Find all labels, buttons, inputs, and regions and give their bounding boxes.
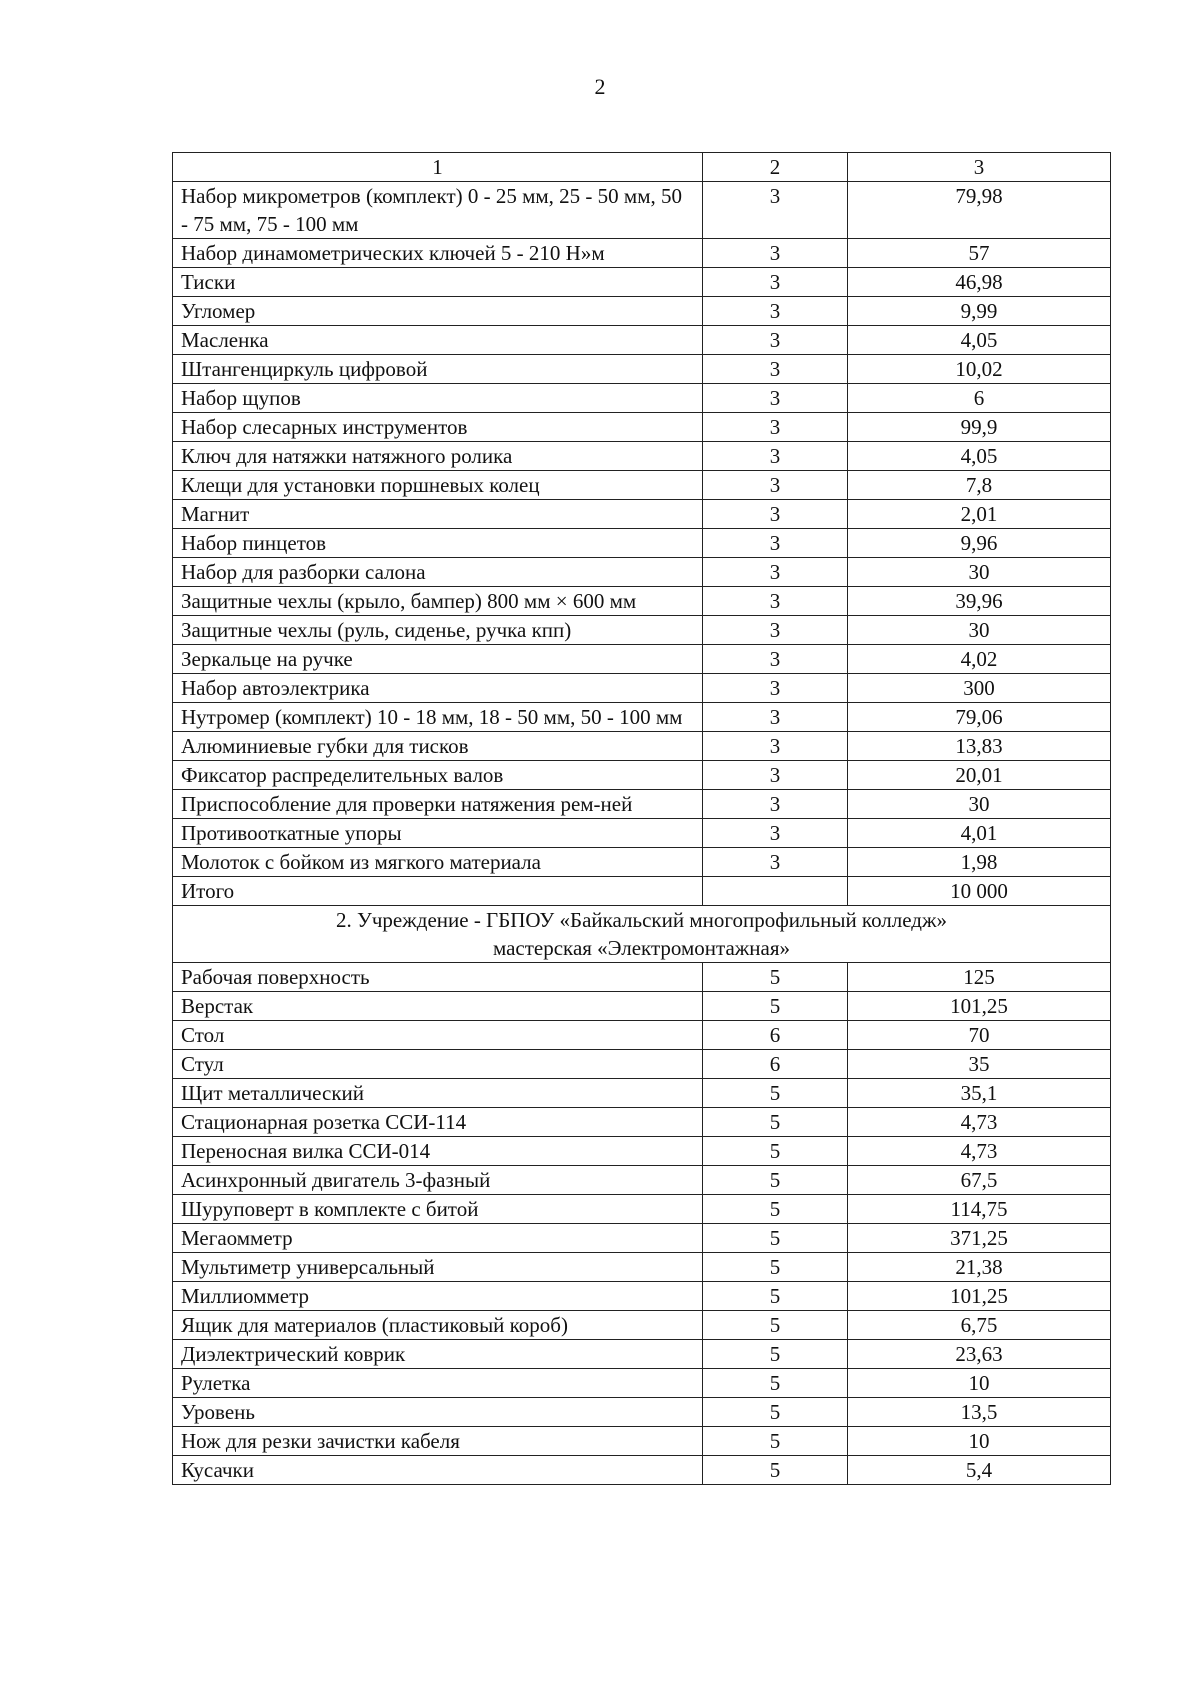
- item-name: Асинхронный двигатель 3-фазный: [173, 1166, 703, 1195]
- item-quantity: 3: [703, 703, 848, 732]
- item-value: 300: [848, 674, 1111, 703]
- item-name: Верстак: [173, 992, 703, 1021]
- item-quantity: 5: [703, 1108, 848, 1137]
- table-row: [173, 732, 1111, 761]
- table-row: [173, 1253, 1111, 1282]
- table-row: [173, 413, 1111, 442]
- item-value: 30: [848, 790, 1111, 819]
- item-name: Набор слесарных инструментов: [173, 413, 703, 442]
- item-quantity: 5: [703, 1282, 848, 1311]
- item-name: Фиксатор распределительных валов: [173, 761, 703, 790]
- table-row: [173, 1369, 1111, 1398]
- item-name: Стул: [173, 1050, 703, 1079]
- item-value: 35: [848, 1050, 1111, 1079]
- table-row: [173, 1050, 1111, 1079]
- item-value: 79,06: [848, 703, 1111, 732]
- item-value: 114,75: [848, 1195, 1111, 1224]
- item-name: Итого: [173, 877, 703, 906]
- equipment-table-body: [173, 153, 1111, 1485]
- table-row: [173, 963, 1111, 992]
- table-row: [173, 790, 1111, 819]
- item-quantity: 5: [703, 992, 848, 1021]
- item-name: Набор автоэлектрика: [173, 674, 703, 703]
- item-value: 39,96: [848, 587, 1111, 616]
- item-quantity: 5: [703, 1195, 848, 1224]
- item-value: 46,98: [848, 268, 1111, 297]
- table-row: [173, 471, 1111, 500]
- item-value: 4,02: [848, 645, 1111, 674]
- item-value: 70: [848, 1021, 1111, 1050]
- item-quantity: 3: [703, 732, 848, 761]
- section-title-line-2: мастерская «Электромонтажная»: [492, 936, 791, 960]
- table-row: [173, 1079, 1111, 1108]
- item-quantity: 5: [703, 1079, 848, 1108]
- item-quantity: 5: [703, 1398, 848, 1427]
- item-quantity: 3: [703, 761, 848, 790]
- header-col-3: 3: [848, 153, 1111, 182]
- table-row: [173, 703, 1111, 732]
- item-quantity: 3: [703, 819, 848, 848]
- table-row: [173, 1137, 1111, 1166]
- item-name: Рулетка: [173, 1369, 703, 1398]
- item-value: 13,83: [848, 732, 1111, 761]
- header-row: [173, 153, 1111, 182]
- table-row: [173, 674, 1111, 703]
- item-quantity: 3: [703, 587, 848, 616]
- item-quantity: 3: [703, 674, 848, 703]
- item-name: Набор для разборки салона: [173, 558, 703, 587]
- item-quantity: 3: [703, 442, 848, 471]
- item-value: 13,5: [848, 1398, 1111, 1427]
- table-row: [173, 848, 1111, 877]
- table-row: [173, 587, 1111, 616]
- item-name: Нутромер (комплект) 10 - 18 мм, 18 - 50 мм, 50 - 100 мм: [173, 703, 703, 732]
- item-name: Приспособление для проверки натяжения рем-ней: [173, 790, 703, 819]
- item-quantity: 3: [703, 645, 848, 674]
- item-value: 10 000: [848, 877, 1111, 906]
- item-quantity: 3: [703, 239, 848, 268]
- item-value: 371,25: [848, 1224, 1111, 1253]
- item-name: Переносная вилка ССИ-014: [173, 1137, 703, 1166]
- item-value: 9,99: [848, 297, 1111, 326]
- item-quantity: 3: [703, 297, 848, 326]
- section-title-row: [173, 906, 1111, 963]
- table-row: [173, 442, 1111, 471]
- item-value: 1,98: [848, 848, 1111, 877]
- item-value: 2,01: [848, 500, 1111, 529]
- item-quantity: 5: [703, 1340, 848, 1369]
- table-row: [173, 500, 1111, 529]
- item-value: 4,05: [848, 326, 1111, 355]
- header-col-2: 2: [703, 153, 848, 182]
- table-row: [173, 819, 1111, 848]
- item-quantity: 3: [703, 413, 848, 442]
- header-col-1: 1: [173, 153, 703, 182]
- item-quantity: 5: [703, 1311, 848, 1340]
- item-name: Набор микрометров (комплект) 0 - 25 мм, 25 - 50 мм, 50 - 75 мм, 75 - 100 мм: [173, 182, 703, 239]
- item-quantity: 5: [703, 1224, 848, 1253]
- table-row: [173, 1021, 1111, 1050]
- table-row: [173, 1108, 1111, 1137]
- item-value: 20,01: [848, 761, 1111, 790]
- item-name: Рабочая поверхность: [173, 963, 703, 992]
- item-name: Защитные чехлы (руль, сиденье, ручка кпп): [173, 616, 703, 645]
- table-row: [173, 268, 1111, 297]
- table-row: [173, 1195, 1111, 1224]
- item-name: Нож для резки зачистки кабеля: [173, 1427, 703, 1456]
- table-row: [173, 1398, 1111, 1427]
- section-title-line-1: 2. Учреждение - ГБПОУ «Байкальский многопрофильный колледж»: [336, 908, 947, 932]
- item-quantity: 5: [703, 1456, 848, 1485]
- item-name: Стол: [173, 1021, 703, 1050]
- item-quantity: 3: [703, 182, 848, 239]
- item-name: Щит металлический: [173, 1079, 703, 1108]
- item-value: 99,9: [848, 413, 1111, 442]
- item-name: Стационарная розетка ССИ-114: [173, 1108, 703, 1137]
- item-quantity: 3: [703, 355, 848, 384]
- item-name: Ключ для натяжки натяжного ролика: [173, 442, 703, 471]
- item-name: Набор динамометрических ключей 5 - 210 Н»м: [173, 239, 703, 268]
- table-row: [173, 529, 1111, 558]
- table-row: [173, 297, 1111, 326]
- item-name: Противооткатные упоры: [173, 819, 703, 848]
- item-quantity: 3: [703, 848, 848, 877]
- item-name: Ящик для материалов (пластиковый короб): [173, 1311, 703, 1340]
- item-quantity: 3: [703, 558, 848, 587]
- item-value: 125: [848, 963, 1111, 992]
- table-row: [173, 384, 1111, 413]
- item-value: 10: [848, 1427, 1111, 1456]
- item-quantity: 6: [703, 1050, 848, 1079]
- item-value: 5,4: [848, 1456, 1111, 1485]
- item-name: Набор щупов: [173, 384, 703, 413]
- item-name: Кусачки: [173, 1456, 703, 1485]
- item-quantity: 3: [703, 500, 848, 529]
- item-name: Магнит: [173, 500, 703, 529]
- item-name: Зеркальце на ручке: [173, 645, 703, 674]
- item-value: 101,25: [848, 992, 1111, 1021]
- item-quantity: 5: [703, 963, 848, 992]
- item-quantity: 3: [703, 790, 848, 819]
- item-name: Уровень: [173, 1398, 703, 1427]
- table-row: [173, 992, 1111, 1021]
- item-name: Молоток с бойком из мягкого материала: [173, 848, 703, 877]
- item-name: Мультиметр универсальный: [173, 1253, 703, 1282]
- table-row: [173, 355, 1111, 384]
- item-name: Тиски: [173, 268, 703, 297]
- item-value: 101,25: [848, 1282, 1111, 1311]
- total-row: [173, 877, 1111, 906]
- item-value: 6: [848, 384, 1111, 413]
- item-name: Мегаомметр: [173, 1224, 703, 1253]
- item-name: Набор пинцетов: [173, 529, 703, 558]
- item-quantity: [703, 877, 848, 906]
- table-row: [173, 1224, 1111, 1253]
- item-quantity: 3: [703, 616, 848, 645]
- item-value: 10: [848, 1369, 1111, 1398]
- item-quantity: 5: [703, 1427, 848, 1456]
- item-name: Защитные чехлы (крыло, бампер) 800 мм × 600 мм: [173, 587, 703, 616]
- item-value: 30: [848, 616, 1111, 645]
- table-row: [173, 761, 1111, 790]
- item-value: 79,98: [848, 182, 1111, 239]
- item-value: 30: [848, 558, 1111, 587]
- item-value: 4,73: [848, 1137, 1111, 1166]
- item-value: 67,5: [848, 1166, 1111, 1195]
- table-row: [173, 326, 1111, 355]
- item-quantity: 3: [703, 471, 848, 500]
- table-row: [173, 616, 1111, 645]
- item-quantity: 3: [703, 326, 848, 355]
- equipment-table: [172, 152, 1111, 1485]
- item-value: 4,73: [848, 1108, 1111, 1137]
- item-quantity: 5: [703, 1137, 848, 1166]
- item-name: Алюминиевые губки для тисков: [173, 732, 703, 761]
- item-name: Масленка: [173, 326, 703, 355]
- item-value: 21,38: [848, 1253, 1111, 1282]
- table-row: [173, 1311, 1111, 1340]
- item-value: 4,05: [848, 442, 1111, 471]
- item-quantity: 3: [703, 384, 848, 413]
- item-value: 35,1: [848, 1079, 1111, 1108]
- item-value: 6,75: [848, 1311, 1111, 1340]
- item-name: Диэлектрический коврик: [173, 1340, 703, 1369]
- item-value: 23,63: [848, 1340, 1111, 1369]
- item-value: 10,02: [848, 355, 1111, 384]
- page-number: 2: [594, 74, 606, 99]
- table-row: [173, 1166, 1111, 1195]
- table-row: [173, 1340, 1111, 1369]
- item-value: 4,01: [848, 819, 1111, 848]
- item-quantity: 3: [703, 268, 848, 297]
- item-value: 7,8: [848, 471, 1111, 500]
- item-quantity: 6: [703, 1021, 848, 1050]
- table-row: [173, 1282, 1111, 1311]
- item-quantity: 5: [703, 1369, 848, 1398]
- item-name: Угломер: [173, 297, 703, 326]
- table-row: [173, 558, 1111, 587]
- table-row: [173, 1427, 1111, 1456]
- item-name: Штангенциркуль цифровой: [173, 355, 703, 384]
- item-name: Шуруповерт в комплекте с битой: [173, 1195, 703, 1224]
- table-row: [173, 1456, 1111, 1485]
- item-name: Клещи для установки поршневых колец: [173, 471, 703, 500]
- item-quantity: 5: [703, 1166, 848, 1195]
- item-name: Миллиомметр: [173, 1282, 703, 1311]
- item-quantity: 5: [703, 1253, 848, 1282]
- item-value: 9,96: [848, 529, 1111, 558]
- table-row: [173, 182, 1111, 239]
- item-value: 57: [848, 239, 1111, 268]
- table-row: [173, 239, 1111, 268]
- section-title: [173, 906, 1111, 963]
- table-row: [173, 645, 1111, 674]
- item-quantity: 3: [703, 529, 848, 558]
